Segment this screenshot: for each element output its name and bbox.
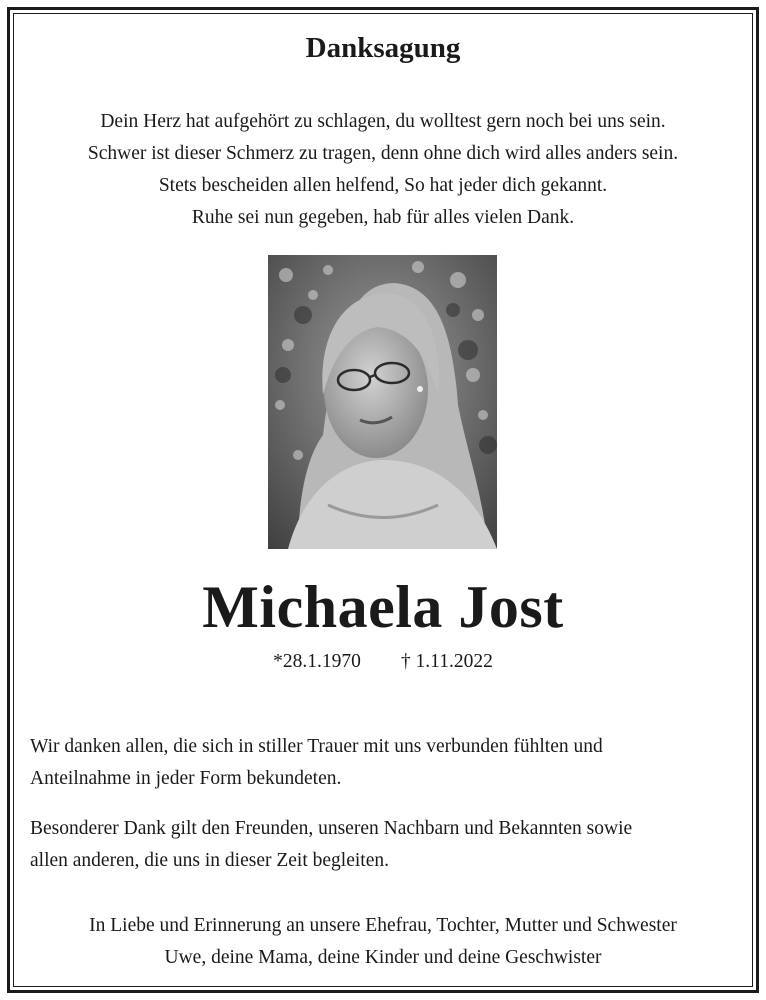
poem xyxy=(0,106,766,234)
text-line: Anteilnahme in jeder Form bekundeten. xyxy=(30,768,342,789)
text-line: Besonderer Dank gilt den Freunden, unseren Nachbarn und Bekannten sowie xyxy=(30,818,633,839)
thanks-paragraph xyxy=(30,731,740,795)
poem-line: Dein Herz hat aufgehört zu schlagen, du wolltest gern noch bei uns sein. xyxy=(100,111,666,132)
deceased-name: Michaela Jost xyxy=(202,574,564,640)
poem-line: Ruhe sei nun gegeben, hab für alles vielen Dank. xyxy=(191,207,575,228)
text-line: Uwe, deine Mama, deine Kinder und deine Geschwister xyxy=(164,947,602,968)
birth-date: *28.1.1970 xyxy=(273,651,361,672)
portrait-illustration xyxy=(268,255,497,549)
text-line: In Liebe und Erinnerung an unsere Ehefrau, Tochter, Mutter und Schwester xyxy=(89,915,677,936)
closing-signature xyxy=(0,910,766,974)
portrait-photo xyxy=(268,255,497,549)
death-date: † 1.11.2022 xyxy=(400,651,493,672)
text-line: Wir danken allen, die sich in stiller Trauer mit uns verbunden fühlten und xyxy=(30,736,603,757)
text-line: allen anderen, die uns in dieser Zeit begleiten. xyxy=(30,850,389,871)
poem-line: Schwer ist dieser Schmerz zu tragen, denn ohne dich wird alles anders sein. xyxy=(87,143,679,164)
heading-title: Danksagung xyxy=(305,32,461,64)
poem-line: Stets bescheiden allen helfend, So hat jeder dich gekannt. xyxy=(158,175,608,196)
life-dates xyxy=(0,651,766,673)
special-thanks-paragraph xyxy=(30,813,740,877)
